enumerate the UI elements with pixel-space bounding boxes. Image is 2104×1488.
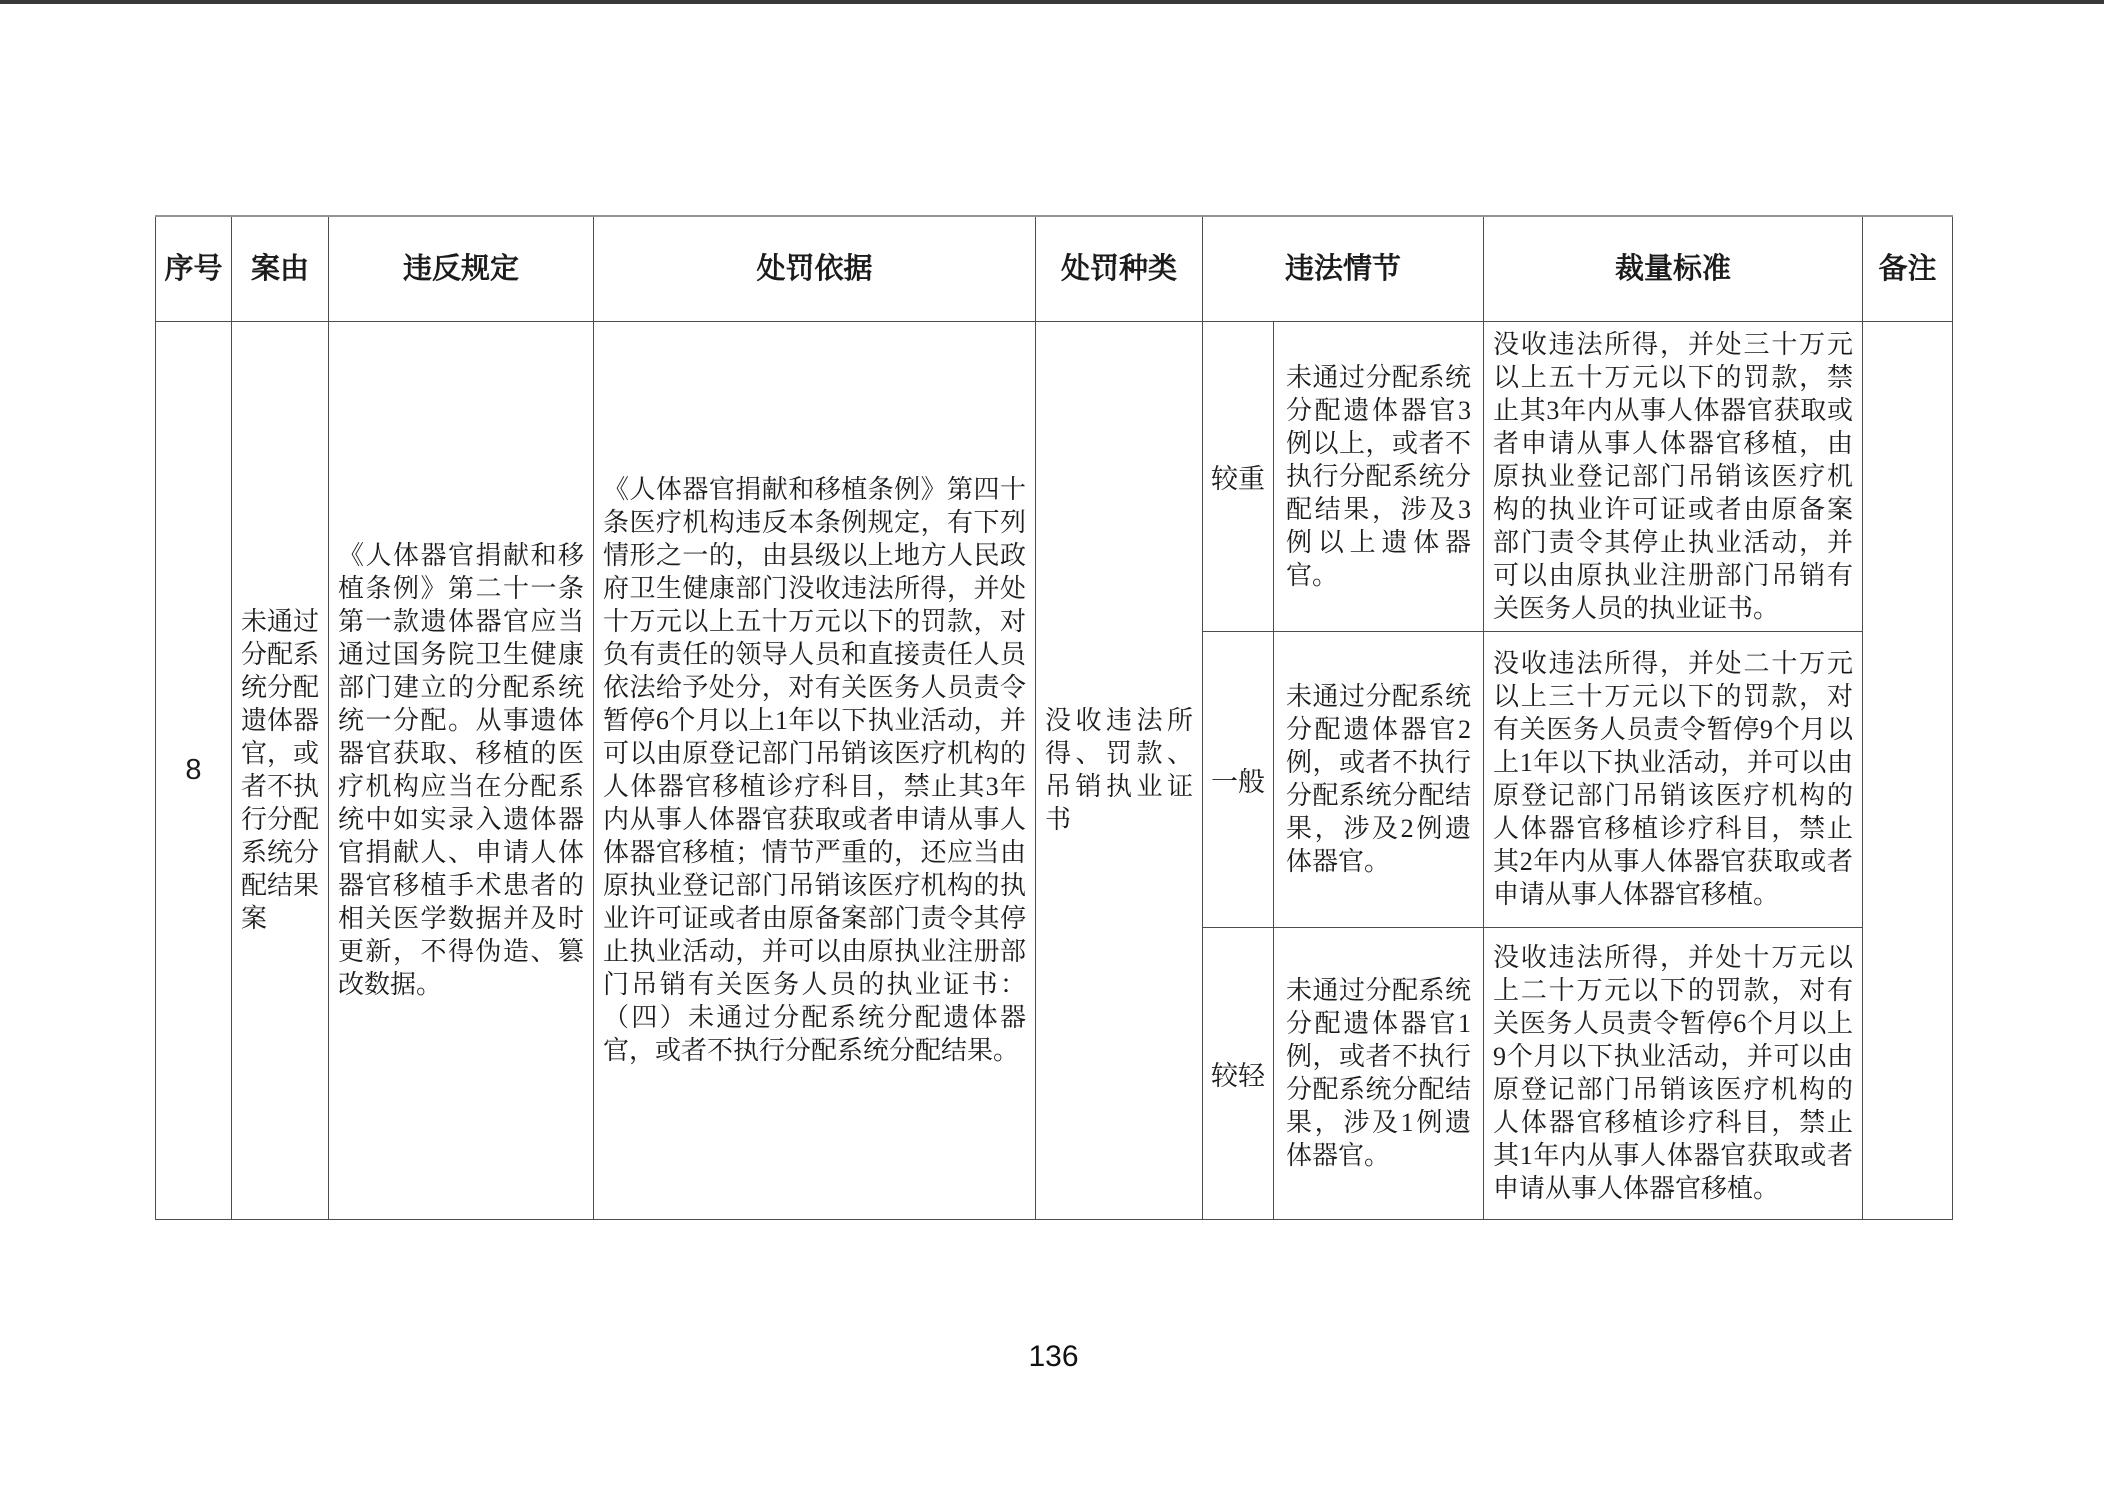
cell-violated-provision: 《人体器官捐献和移植条例》第二十一条第一款遗体器官应当通过国务院卫生健康部门建立的分配系统统一分配。从事遗体器官获取、移植的医疗机构应当在分配系统中如实录入遗体器官捐献人、申请人体器官移植手术患者的相关医学数据并及时更新，不得伪造、篡改数据。 bbox=[329, 321, 594, 1219]
cell-tier-standard-general: 没收违法所得，并处二十万元以上三十万元以下的罚款，对有关医务人员责令暂停9个月以上1年以下执业活动，并可以由原登记部门吊销该医疗机构的人体器官移植诊疗科目，禁止其2年内从事人体器官获取或者申请从事人体器官移植。 bbox=[1484, 631, 1863, 927]
cell-tier-standard-light: 没收违法所得，并处十万元以上二十万元以下的罚款，对有关医务人员责令暂停6个月以上9个月以下执业活动，并可以由原登记部门吊销该医疗机构的人体器官移植诊疗科目，禁止其1年内从事人体器官获取或者申请从事人体器官移植。 bbox=[1484, 927, 1863, 1219]
cell-penalty-types: 没收违法所得、罚款、吊销执业证书 bbox=[1036, 321, 1203, 1219]
cell-tier-standard-severe: 没收违法所得，并处三十万元以上五十万元以下的罚款，禁止其3年内从事人体器官获取或者申请从事人体器官移植，由原执业登记部门吊销该医疗机构的执业许可证或者由原备案部门责令其停止执业活动，并可以由原执业注册部门吊销有关医务人员的执业证书。 bbox=[1484, 321, 1863, 631]
table-header-row bbox=[156, 216, 1953, 321]
cell-tier-level-light: 较轻 bbox=[1203, 927, 1274, 1219]
cell-penalty-basis: 《人体器官捐献和移植条例》第四十条医疗机构违反本条例规定，有下列情形之一的，由县级以上地方人民政府卫生健康部门没收违法所得，并处十万元以上五十万元以下的罚款，对负有责任的领导人员和直接责任人员依法给予处分，对有关医务人员责令暂停6个月以上1年以下执业活动，并可以由原登记部门吊销该医疗机构的人体器官移植诊疗科目，禁止其3年内从事人体器官获取或者申请从事人体器官移植；情节严重的，还应当由原执业登记部门吊销该医疗机构的执业许可证或者由原备案部门责令其停止执业活动，并可以由原执业注册部门吊销有关医务人员的执业证书：（四）未通过分配系统分配遗体器官，或者不执行分配系统分配结果。 bbox=[594, 321, 1036, 1219]
col-header-penalty-type: 处罚种类 bbox=[1036, 216, 1203, 321]
cell-tier-circumstance-general: 未通过分配系统分配遗体器官2例，或者不执行分配系统分配结果，涉及2例遗体器官。 bbox=[1274, 631, 1484, 927]
cell-tier-circumstance-light: 未通过分配系统分配遗体器官1例，或者不执行分配系统分配结果，涉及1例遗体器官。 bbox=[1274, 927, 1484, 1219]
col-header-case: 案由 bbox=[232, 216, 329, 321]
cell-tier-level-general: 一般 bbox=[1203, 631, 1274, 927]
cell-case-title: 未通过分配系统分配遗体器官，或者不执行分配系统分配结果案 bbox=[232, 321, 329, 1219]
cell-tier-level-severe: 较重 bbox=[1203, 321, 1274, 631]
col-header-remark: 备注 bbox=[1863, 216, 1953, 321]
col-header-violated-provision: 违反规定 bbox=[329, 216, 594, 321]
page-number: 136 bbox=[1028, 1340, 1079, 1373]
window-top-border bbox=[0, 0, 2104, 4]
col-header-discretion-standard: 裁量标准 bbox=[1484, 216, 1863, 321]
penalty-discretion-table bbox=[155, 215, 1953, 1220]
cell-tier-circumstance-severe: 未通过分配系统分配遗体器官3例以上，或者不执行分配系统分配结果，涉及3例以上遗体器官。 bbox=[1274, 321, 1484, 631]
table-row bbox=[156, 321, 1953, 631]
col-header-penalty-basis: 处罚依据 bbox=[594, 216, 1036, 321]
col-header-violation-circumstance: 违法情节 bbox=[1203, 216, 1484, 321]
cell-remark bbox=[1863, 321, 1953, 1219]
col-header-seq: 序号 bbox=[156, 216, 232, 321]
cell-seq-number: 8 bbox=[156, 321, 232, 1219]
